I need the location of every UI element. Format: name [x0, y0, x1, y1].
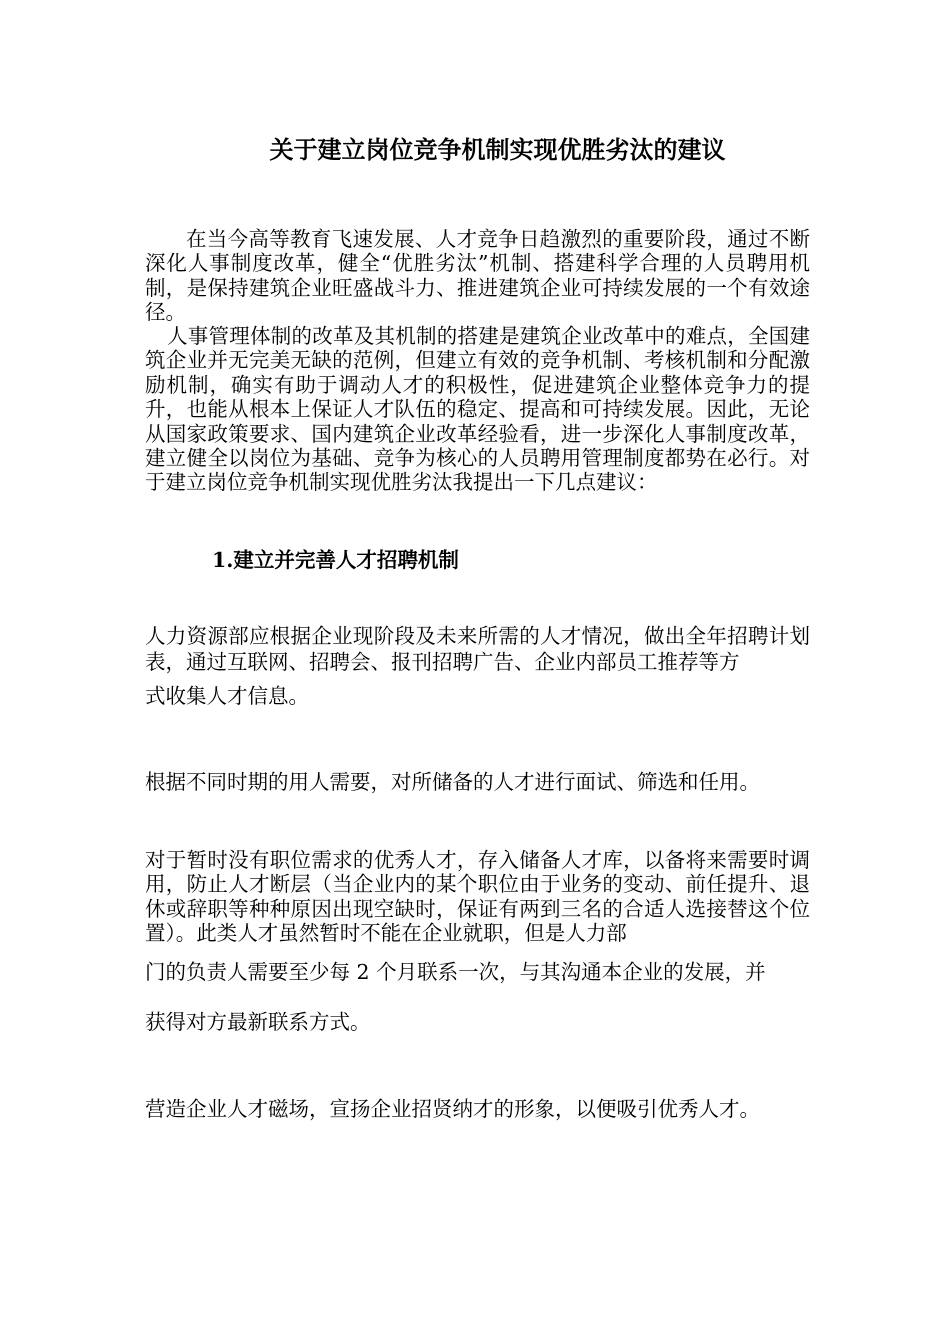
talent-pool-paragraph-cont: 门的负责人需要至少每 2 个月联系一次，与其沟通本企业的发展，并: [145, 960, 766, 984]
selection-paragraph: 根据不同时期的用人需要，对所储备的人才进行面试、筛选和任用。: [145, 770, 760, 794]
talent-magnet-paragraph: 营造企业人才磁场，宣扬企业招贤纳才的形象，以便吸引优秀人才。: [145, 1097, 760, 1121]
intro-paragraph-2: 人事管理体制的改革及其机制的搭建是建筑企业改革中的难点，全国建筑企业并无完美无缺的范例，但建立有效的竞争机制、考核机制和分配激励机制，确实有助于调动人才的积极性，促进建筑企业整体竞争力的提升，也能从根本上保证人才队伍的稳定、提高和可持续发展。因此，无论从国家政策要求、国内建筑企业改革经验看，进一步深化人事制度改革，建立健全以岗位为基础、竞争为核心的人员聘用管理制度都势在必行。对于建立岗位竞争机制实现优胜劣汰我提出一下几点建议：: [145, 324, 810, 495]
recruitment-paragraph-end: 式收集人才信息。: [145, 684, 309, 708]
intro-paragraph-1: 在当今高等教育飞速发展、人才竞争日趋激烈的重要阶段，通过不断深化人事制度改革，健全“优胜劣汰”机制、搭建科学合理的人员聘用机制，是保持建筑企业旺盛战斗力、推进建筑企业可持续发展的一个有效途径。: [145, 227, 810, 325]
talent-pool-paragraph: 对于暂时没有职位需求的优秀人才，存入储备人才库，以备将来需要时调用，防止人才断层（当企业内的某个职位由于业务的变动、前任提升、退休或辞职等种种原因出现空缺时，保证有两到三名的合适人选接替这个位置）。此类人才虽然暂时不能在企业就职，但是人力部: [145, 848, 810, 946]
section-heading-1: 1.建立并完善人才招聘机制: [212, 548, 459, 572]
recruitment-paragraph: 人力资源部应根据企业现阶段及未来所需的人才情况，做出全年招聘计划表，通过互联网、招聘会、报刊招聘广告、企业内部员工推荐等方: [145, 624, 810, 674]
talent-pool-paragraph-end: 获得对方最新联系方式。: [145, 1010, 371, 1034]
document-title: 关于建立岗位竞争机制实现优胜劣汰的建议: [269, 135, 726, 164]
